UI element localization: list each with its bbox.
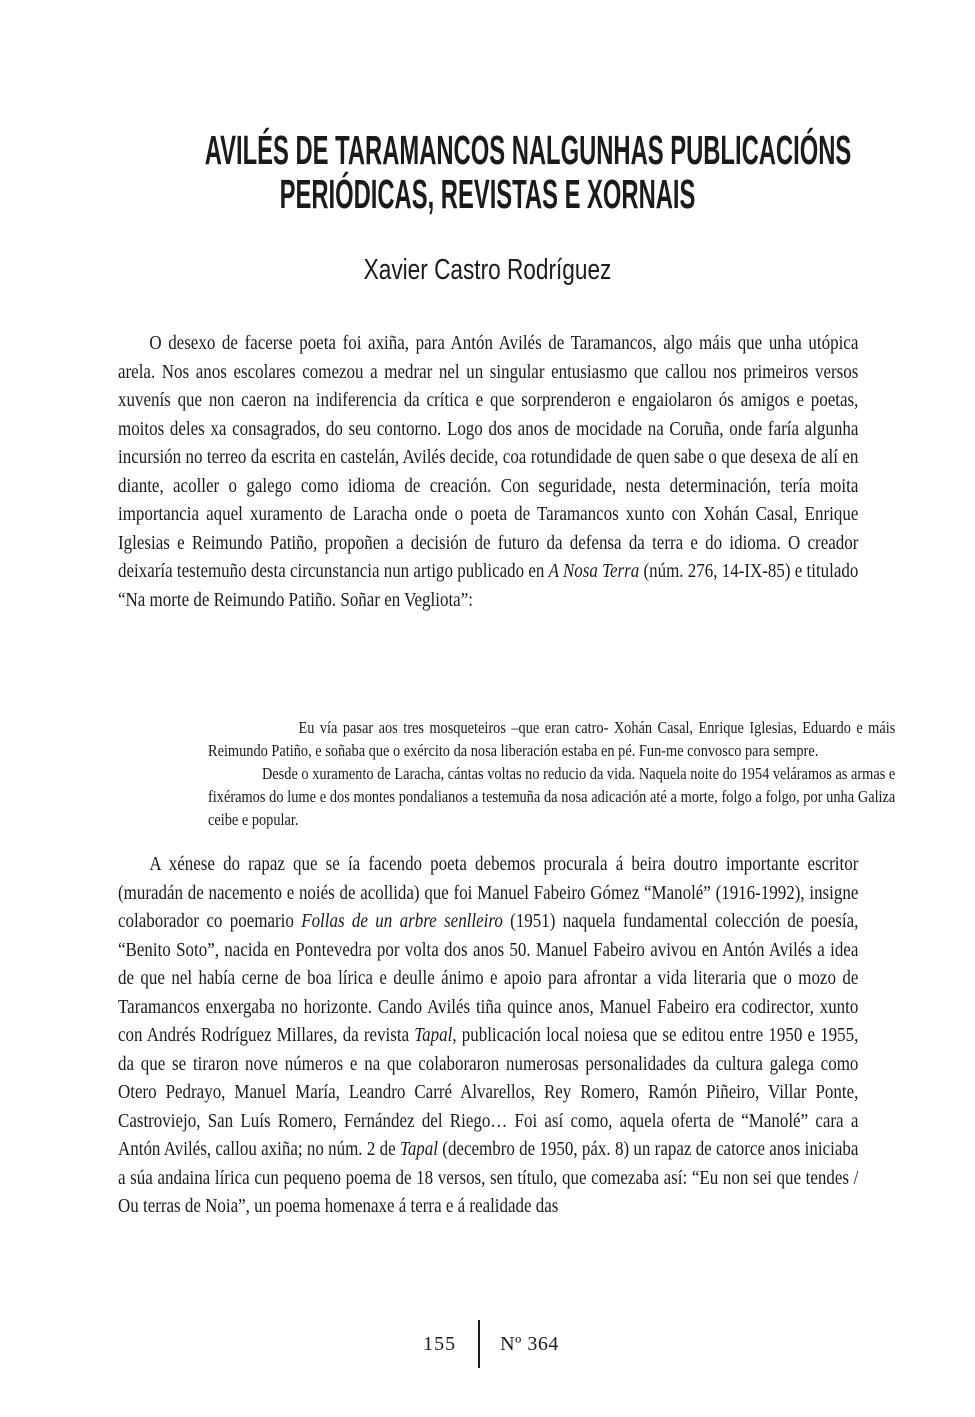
article-title-line-1: AVILÉS DE TARAMANCOS NALGUNHAS PUBLICACIÓNS <box>204 127 852 173</box>
page-number: 155 <box>423 1332 457 1355</box>
quote-paragraph-2: Desde o xuramento de Laracha, cántas voltas no reducio da vida. Naquela noite do 1954 veláramos as armas e fixéramos do lume e dos montes pondalianos a testemuña da nosa adicación até a morte, folgo a folgo, por unha Galiza ceibe e popular. <box>208 764 896 829</box>
article-title <box>204 127 852 217</box>
block-quote <box>208 716 895 831</box>
body-paragraph-2: A xénese do rapaz que se ía facendo poeta debemos procurala á beira doutro importante escritor (muradán de nacemento e noiés de acollida) que foi Manuel Fabeiro Gómez “Manolé” (1916-1992), insigne colaborador co poemario Follas de un arbre senlleiro (1951) naquela fundamental colección de poesía, “Benito Soto”, nacida en Pontevedra por volta dos anos 50. Manuel Fabeiro avivou en Antón Avilés a idea de que nel había cerne de boa lírica e deulle ánimo e apoio para afrontar a vida literaria que o mozo de Taramancos enxergaba no horizonte. Cando Avilés tiña quince anos, Manuel Fabeiro era codirector, xunto con Andrés Rodríguez Millares, da revista Tapal, publicación local noiesa que se editou entre 1950 e 1955, da que se tiraron nove números e na que colaboraron numerosas personalidades da cultura galega como Otero Pedrayo, Manuel María, Leandro Carré Alvarellos, Rey Romero, Ramón Piñeiro, Villar Ponte, Castroviejo, San Luís Romero, Fernández del Riego… Foi así como, aquela oferta de “Manolé” cara a Antón Avilés, callou axiña; no núm. 2 de Tapal (decembro de 1950, páx. 8) un rapaz de catorce anos iniciaba a súa andaina lírica cun pequeno poema de 18 versos, sen título, que comezaba así: “Eu non sei que tendes / Ou terras de Noia”, un poema homenaxe á terra e á realidade das <box>118 854 859 1217</box>
footer-divider <box>478 1320 480 1368</box>
body-paragraph-1: O desexo de facerse poeta foi axiña, para Antón Avilés de Taramancos, algo máis que unha utópica arela. Nos anos escolares comezou a medrar nel un singular entusiasmo que callou nos primeiros versos xuvenís que non caeron na indiferencia da crítica e que sorprenderon e engaiolaron ós amigos e poetas, moitos deles xa consagrados, do seu contorno. Logo dos anos de mocidade na Coruña, onde faría algunha incursión no terreo da escrita en castelán, Avilés decide, coa rotundidade de quen sabe o que desexa de alí en diante, acoller o galego como idioma de creación. Con seguridade, nesta determinación, tería moita importancia aquel xuramento de Laracha onde o poeta de Taramancos xunto con Xohán Casal, Enrique Iglesias e Reimundo Patiño, propoñen a decisión de futuro da defensa da terra e do idioma. O creador deixaría testemuño desta circunstancia nun artigo publicado en A Nosa Terra (núm. 276, 14-IX-85) e titulado “Na morte de Reimundo Patiño. Soñar en Vegliota”: <box>118 333 859 611</box>
author-name: Xavier Castro Rodríguez <box>363 254 612 286</box>
issue-number: Nº 364 <box>500 1332 559 1355</box>
page-footer <box>0 1318 975 1370</box>
article-title-line-2: PERIÓDICAS, REVISTAS E XORNAIS <box>279 171 696 217</box>
quote-paragraph-1: Eu vía pasar aos tres mosqueteiros –que eran catro- Xohán Casal, Enrique Iglesias, Eduardo e máis Reimundo Patiño, e soñaba que o exército da nosa liberación estaba en pé. Fun-me convosco para sempre. <box>208 718 896 760</box>
